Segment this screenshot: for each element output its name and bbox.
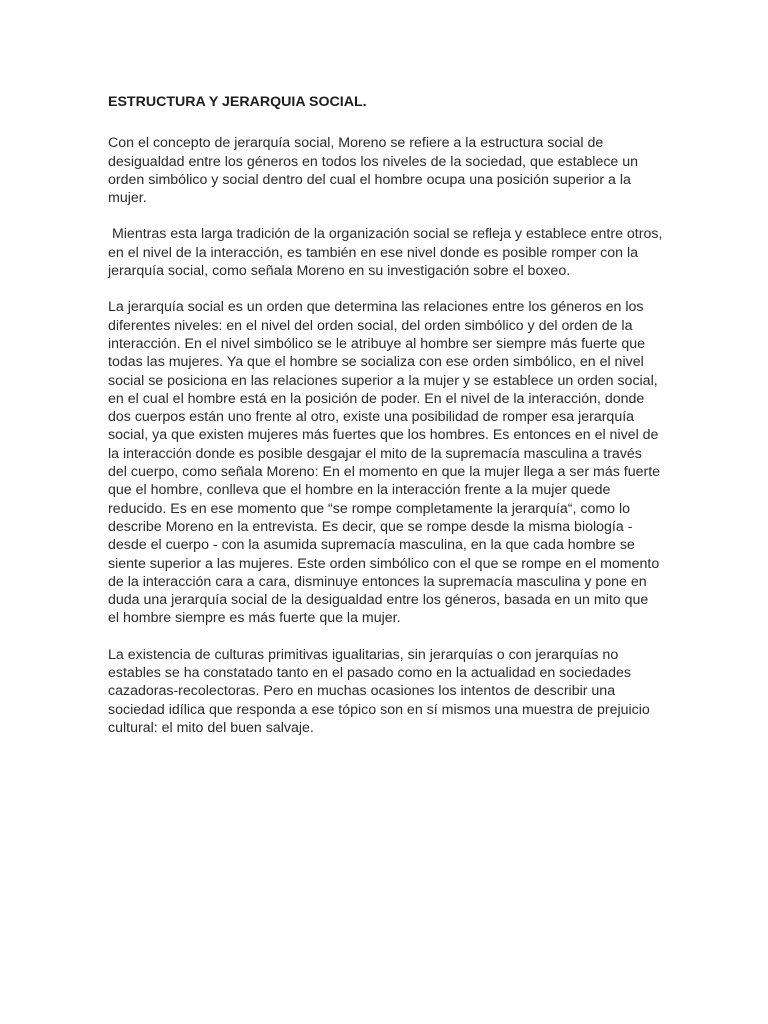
- paragraph-1: Con el concepto de jerarquía social, Moreno se refiere a la estructura social de desigualdad entre los géneros en todos los niveles de la sociedad, que establece un orden simbólico y social dentro del cual el hombre ocupa una posición superior a la mujer.: [108, 135, 639, 207]
- document-title: ESTRUCTURA Y JERARQUIA SOCIAL.: [108, 94, 367, 110]
- document-page: [108, 93, 667, 755]
- paragraph-3: La jerarquía social es un orden que determina las relaciones entre los géneros en los diferentes niveles: en el nivel del orden social, del orden simbólico y del orden de la interacción. En el nivel simbólico se le atribuye al hombre ser siempre más fuerte que todas las mujeres. Ya que el hombre se socializa con ese orden simbólico, en el nivel social se posiciona en las relaciones superior a la mujer y se establece un orden social, en el cual el hombre está en la posición de poder. En el nivel de la interacción, donde dos cuerpos están uno frente al otro, existe una posibilidad de romper esa jerarquía social, ya que existen mujeres más fuertes que los hombres. Es entonces en el nivel de la interacción donde es posible desgajar el mito de la supremacía masculina a través del cuerpo, como señala Moreno: En el momento en que la mujer llega a ser más fuerte que el hombre, conlleva que el hombre en la interacción frente a la mujer quede reducido. Es en ese momento que “se rompe completamente la jerarquía“, como lo describe Moreno en la entrevista. Es decir, que se rompe desde la misma biología - desde el cuerpo - con la asumida supremacía masculina, en la que cada hombre se siente superior a las mujeres. Este orden simbólico con el que se rompe en el momento de la interacción cara a cara, disminuye entonces la supremacía masculina y pone en duda una jerarquía social de la desigualdad entre los géneros, basada en un mito que el hombre siempre es más fuerte que la mujer.: [108, 299, 661, 627]
- paragraph-2: Mientras esta larga tradición de la organización social se refleja y establece entre otros, en el nivel de la interacción, es también en ese nivel donde es posible romper con la jerarquía social, como señala Moreno en su investigación sobre el boxeo.: [108, 226, 667, 280]
- paragraph-4: La existencia de culturas primitivas igualitarias, sin jerarquías o con jerarquías no estables se ha constatado tanto en el pasado como en la actualidad en sociedades cazadoras-recolectoras. Pero en muchas ocasiones los intentos de describir una sociedad idílica que responda a ese tópico son en sí mismos una muestra de prejuicio cultural: el mito del buen salvaje.: [108, 646, 650, 736]
